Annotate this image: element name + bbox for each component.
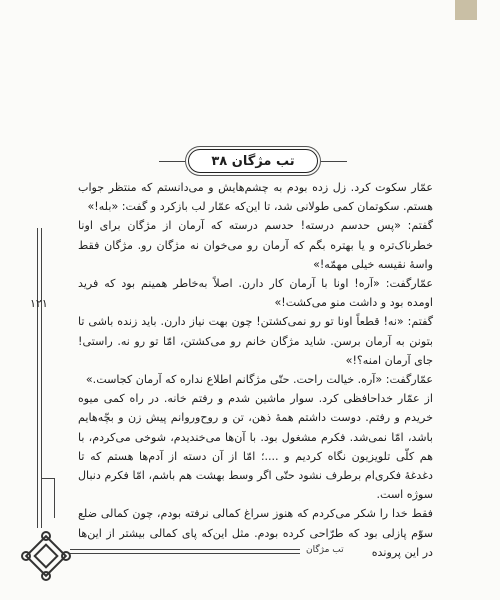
paragraph: گفتم: «پس حدسم درسته! حدسم درسته که آرمان از مژگان برای اونا خطرناک‌تره و یا بهتره بگم که آرمان رو می‌خوان نه مژگان رو. مژگان فقط واسهٔ نقیسه خیلی مهمّه!» — [78, 219, 433, 271]
paragraph: گفتم: «نه! قطعاً اونا تو رو نمی‌کشتن! چون بهت نیاز دارن. باید زنده باشی تا بتونن به آرمان برسن. شاید مژگان خانم رو می‌کشتن، امّا تو رو نه. راستی! جای آرمان امنه؟!» — [78, 315, 433, 367]
frame-step-line — [42, 478, 54, 479]
paragraph: عمّارگفت: «آره. خیالت راحت. حتّی مژگانم اطلاع نداره که آرمان کجاست.» — [85, 373, 433, 387]
chapter-title-badge — [188, 149, 318, 173]
chapter-title: تب مژگان ۳۸ — [211, 153, 295, 169]
paragraph: عمّارگفت: «آره! اونا با آرمان کار دارن. اصلاً به‌خاطر همینم بود که فرید اومده بود و داشت منو می‌کشت!» — [78, 277, 433, 310]
frame-step-line — [54, 478, 55, 518]
page-number: ۱۲۱ — [30, 297, 48, 310]
paragraph: از عمّار خداحافظی کرد. سوار ماشین شدم و رفتم خانه. در راه کمی میوه خریدم و رفتم. دوست داشتم همهٔ ذهن، تن و روح‌وروانم پیش زن و بچّه‌هایم باشد، امّا نمی‌شد. فکرم مشغول بود. با آن‌ها می‌خندیدم، شوخی می‌کردم، با هم کلّی تلویزیون نگاه کردیم و ....؛ امّا از آن دسته از آدم‌ها هستم که تا دغدغهٔ فکری‌ام برطرف نشود حتّی اگر وسط بهشت هم باشم، امّا فکرم دنبال سوژه است. — [78, 392, 433, 502]
celtic-knot-ornament — [18, 528, 74, 584]
paragraph: عمّار سکوت کرد. زل زده بودم به چشم‌هایش و می‌دانستم که منتظر جواب هستم. سکوتمان کمی طولانی شد، تا این‌که عمّار لب بازکرد و گفت: «بله!» — [78, 181, 433, 214]
bookmark-ribbon — [455, 0, 477, 20]
frame-vertical-line — [37, 228, 38, 528]
frame-vertical-line-inner — [41, 228, 42, 528]
body-text — [78, 178, 433, 562]
paragraph: فقط خدا را شکر می‌کردم که هنوز سراغ کمالی نرفته بودم، چون کمالی ضلع سوّم پازلی بود که طرّاحی کرده بودم. مثل این‌که پای کمالی بیشتر از این‌ها در این پرونده — [78, 507, 433, 559]
footer-title: تب مژگان — [306, 545, 344, 555]
